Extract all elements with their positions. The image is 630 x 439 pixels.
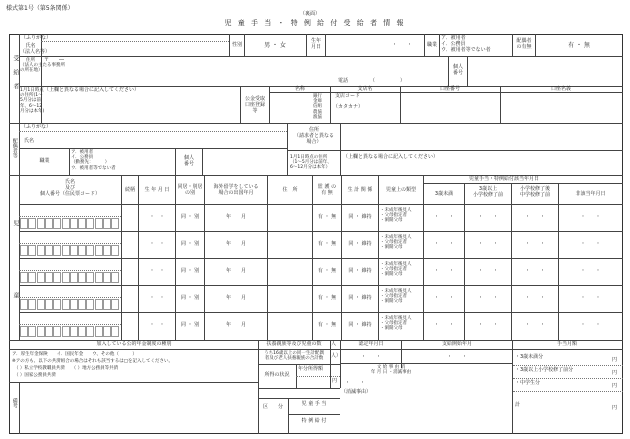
- kids-col-care: 監 護 の 有 無: [317, 184, 337, 196]
- kids-col-a3: 小学校修了後 中学校修了前: [519, 186, 550, 198]
- kid-care[interactable]: 有 ・ 無: [317, 322, 337, 328]
- kid-id-digit[interactable]: [62, 326, 70, 337]
- rec-birth-label: 生年 月日: [310, 38, 321, 50]
- rec-phone-label: 電話: [338, 78, 349, 84]
- kid-id-digit[interactable]: [45, 326, 53, 337]
- sp-jan1-note: （上欄と異なる場合に記入してください）: [343, 154, 439, 160]
- cert-date-value[interactable]: ・ ・: [360, 354, 381, 360]
- kid-id-digit[interactable]: [103, 299, 111, 310]
- kid-sep[interactable]: 同 ・ 別: [180, 241, 200, 247]
- kid-types[interactable]: ・未成年後見人 ・父母指定者 ・洞開父母: [380, 208, 412, 224]
- kid-name-field[interactable]: [21, 286, 119, 296]
- kid-live[interactable]: 同 ・ 維持: [348, 268, 372, 274]
- rec-jan1-label: 1月1日時点 の住所(1～ 5月分は前 年、6～12 月分は本年): [20, 88, 45, 114]
- rec-sex-label: 性別: [231, 42, 242, 48]
- bank-branch-code[interactable]: 支店コード: [335, 93, 361, 99]
- kid-a1[interactable]: ・ ・: [433, 241, 454, 247]
- rec-jan1-note: （上欄と異なる場合に記入してください）: [44, 87, 140, 93]
- rec-spouse-value[interactable]: 有 ・ 無: [568, 42, 590, 49]
- kubun-tr[interactable]: 特 例 給 付: [301, 418, 327, 424]
- kid-a3[interactable]: ・ ・: [524, 214, 545, 220]
- rec-phone-value[interactable]: （ ）: [370, 78, 406, 84]
- pay-row-yen: 円: [612, 370, 618, 376]
- bank-name-col: 名称: [294, 86, 305, 92]
- kid-a2[interactable]: ・ ・: [477, 322, 498, 328]
- kid-types[interactable]: ・未成年後見人 ・父母指定者 ・洞開父母: [380, 316, 412, 332]
- kid-id-digit[interactable]: [53, 326, 61, 337]
- kubun-kt[interactable]: 児 童 手 当: [301, 401, 327, 407]
- kid-id-digit[interactable]: [20, 299, 28, 310]
- kid-id-digit[interactable]: [62, 245, 70, 256]
- kid-birth[interactable]: ・ ・: [149, 295, 165, 301]
- kid-id-digit[interactable]: [28, 326, 36, 337]
- notice-label: 文 給 事 由 消 年 月 日 ・消滅事由: [370, 365, 412, 376]
- kid-id-digit[interactable]: [111, 218, 119, 229]
- kid-id-digit[interactable]: [53, 218, 61, 229]
- kid-id-digit[interactable]: [45, 299, 53, 310]
- sp-indiv-label: 個人 番号: [183, 155, 194, 167]
- kid-id-digit[interactable]: [37, 245, 45, 256]
- kids-col-abroad: 海外留学をしている 場合の出国年月: [213, 184, 259, 196]
- kid-a1[interactable]: ・ ・: [433, 214, 454, 220]
- kid-id-digit[interactable]: [70, 245, 78, 256]
- kid-id-digit[interactable]: [28, 272, 36, 283]
- kid-id-digit[interactable]: [78, 326, 86, 337]
- pay-row-label: 計: [515, 402, 521, 408]
- kid-id-digit[interactable]: [78, 299, 86, 310]
- pay-row-yen: 円: [612, 383, 618, 389]
- child-count-sub: うち16歳以上の同一生計配偶 者及び老人扶養親族の合計数: [264, 351, 324, 362]
- kid-id-digit[interactable]: [53, 299, 61, 310]
- kid-sep[interactable]: 同 ・ 別: [180, 214, 200, 220]
- kid-id-digit[interactable]: [103, 218, 111, 229]
- kid-birth[interactable]: ・ ・: [149, 268, 165, 274]
- kids-col-a4: 非該当年月日: [575, 191, 606, 197]
- kids-col-addr: 住 所: [282, 187, 298, 193]
- kid-a2[interactable]: ・ ・: [477, 268, 498, 274]
- rec-spouse-label: 配偶者 の有無: [516, 38, 532, 50]
- persons-unit-2: 人）: [331, 353, 342, 359]
- kid-abroad[interactable]: 年 月: [225, 322, 246, 328]
- pay-row-label: ・3歳以上小学校修了前分: [515, 367, 574, 373]
- kid-a3[interactable]: ・ ・: [524, 295, 545, 301]
- kid-care[interactable]: 有 ・ 無: [317, 268, 337, 274]
- kid-a2[interactable]: ・ ・: [477, 241, 498, 247]
- kid-sep[interactable]: 同 ・ 別: [180, 322, 200, 328]
- kid-sep[interactable]: 同 ・ 別: [180, 268, 200, 274]
- kid-id-digit[interactable]: [70, 272, 78, 283]
- rec-indiv-label: 個人 番号: [452, 64, 463, 76]
- bank-label: 公金受取 口座登録 等: [244, 96, 265, 114]
- kid-name-field[interactable]: [21, 205, 119, 215]
- kid-id-digit[interactable]: [37, 299, 45, 310]
- pension-head: 加入している公的年金制度の種別: [96, 341, 172, 347]
- sp-job-options[interactable]: ア．被用者 イ．公務員 （勤務先： ） ウ．被用者等でない者: [71, 150, 116, 171]
- kid-id-digit[interactable]: [62, 272, 70, 283]
- kid-id-digit[interactable]: [86, 299, 94, 310]
- pension-option-1[interactable]: （ ）私立学校教職員共済 （ ）地方公務員等共済: [14, 366, 119, 371]
- form-number: 様式第1号（第5条関係）: [6, 5, 74, 12]
- kid-abroad[interactable]: 年 月: [225, 214, 246, 220]
- kid-a4[interactable]: ・ ・: [580, 214, 601, 220]
- kid-id-digit[interactable]: [78, 272, 86, 283]
- kid-name-field[interactable]: [21, 313, 119, 323]
- kid-id-digit[interactable]: [62, 299, 70, 310]
- kid-live[interactable]: 同 ・ 維持: [348, 214, 372, 220]
- kid-id-digit[interactable]: [28, 218, 36, 229]
- kid-id-digit[interactable]: [70, 326, 78, 337]
- kids-col-amount-head: 児童手当・特例給付該当年月日: [468, 176, 539, 182]
- payment-head: 手当月額: [556, 341, 577, 347]
- kid-a4[interactable]: ・ ・: [580, 268, 601, 274]
- sp-job-label: 職業: [39, 158, 50, 164]
- kid-id-digit[interactable]: [37, 326, 45, 337]
- pension-note: ※アの方も、以下の共済組合の場合はそれも該当するは□を記入してください。: [12, 359, 174, 364]
- kid-id-digit[interactable]: [78, 245, 86, 256]
- pay-row-label: ・中学生分: [515, 380, 541, 386]
- rec-sex-value[interactable]: 男 ・ 女: [264, 42, 286, 49]
- kid-id-digit[interactable]: [53, 272, 61, 283]
- bank-kana: （カタカナ）: [333, 104, 364, 110]
- kids-col-rel: 続柄: [124, 187, 135, 193]
- kid-sep[interactable]: 同 ・ 別: [180, 295, 200, 301]
- kid-id-digit[interactable]: [20, 326, 28, 337]
- kid-name-field[interactable]: [21, 259, 119, 269]
- rec-furigana-label: （ふりがな）: [21, 35, 52, 41]
- bank-holder-col: 口座名義: [550, 86, 571, 92]
- sp-jan1-label: 1月1日時点の住所 （1～5月分は前年、 6～12月分は本年）: [290, 155, 332, 171]
- pay-row-label: ・3歳未満分: [515, 354, 544, 360]
- rec-postal[interactable]: 〒 ―: [44, 57, 65, 63]
- kid-a3[interactable]: ・ ・: [524, 241, 545, 247]
- kid-a3[interactable]: ・ ・: [524, 322, 545, 328]
- rec-name-label: 氏名 （法人名等）: [20, 43, 51, 55]
- sp-addr-label: 住所 （請求者と異なる 場合）: [293, 127, 334, 145]
- kid-id-digit[interactable]: [20, 245, 28, 256]
- rec-job-label: 職業: [426, 42, 437, 48]
- pay-row-yen: 円: [612, 405, 618, 411]
- kids-col-name: 氏名 及び 個人番号（住民票コード）: [39, 179, 100, 197]
- kids-col-sep: 同居・別居 の別: [177, 184, 203, 196]
- kid-id-digit[interactable]: [78, 218, 86, 229]
- kid-id-digit[interactable]: [103, 326, 111, 337]
- kid-types[interactable]: ・未成年後見人 ・父母指定者 ・洞開父母: [380, 235, 412, 251]
- income-sub: 年分所得額: [298, 366, 324, 372]
- kid-id-digit[interactable]: [103, 272, 111, 283]
- pension-options[interactable]: ア．厚生年金保険 イ．国民年金 ウ、その他（ ）: [12, 352, 137, 357]
- kid-id-digit[interactable]: [95, 218, 103, 229]
- kid-id-digit[interactable]: [37, 272, 45, 283]
- kid-types[interactable]: ・未成年後見人 ・父母指定者 ・洞開父母: [380, 262, 412, 278]
- kid-a3[interactable]: ・ ・: [524, 268, 545, 274]
- kid-id-digit[interactable]: [111, 299, 119, 310]
- kid-id-digit[interactable]: [62, 218, 70, 229]
- kid-id-digit[interactable]: [28, 299, 36, 310]
- kid-live[interactable]: 同 ・ 維持: [348, 241, 372, 247]
- remark-label: 備考: [11, 398, 18, 408]
- page-title: 児 童 手 当 ・ 特 例 給 付 受 給 者 情 報: [224, 19, 406, 27]
- kid-id-digit[interactable]: [45, 272, 53, 283]
- bank-acct-col: 口座番号: [439, 86, 460, 92]
- kid-care[interactable]: 有 ・ 無: [317, 295, 337, 301]
- kid-id-digit[interactable]: [111, 245, 119, 256]
- kids-col-birth: 生 年 月 日: [144, 187, 170, 193]
- kid-id-digit[interactable]: [95, 326, 103, 337]
- rec-indiv-field[interactable]: [468, 57, 622, 85]
- kid-care[interactable]: 有 ・ 無: [317, 214, 337, 220]
- kid-id-digit[interactable]: [45, 245, 53, 256]
- kid-birth[interactable]: ・ ・: [149, 241, 165, 247]
- kid-id-digit[interactable]: [53, 245, 61, 256]
- kid-a1[interactable]: ・ ・: [433, 268, 454, 274]
- sp-name-label: 氏名: [24, 138, 35, 144]
- kid-a2[interactable]: ・ ・: [477, 295, 498, 301]
- kid-id-digit[interactable]: [95, 272, 103, 283]
- sp-name-field[interactable]: [42, 132, 286, 148]
- bank-types[interactable]: 銀行 金庫 信組 農協 漁協: [313, 94, 322, 120]
- kid-birth[interactable]: ・ ・: [149, 322, 165, 328]
- rec-birth-value[interactable]: ・ ・: [392, 42, 413, 48]
- kid-id-digit[interactable]: [37, 218, 45, 229]
- spouse-side-label: 配偶者等: [11, 138, 18, 158]
- kid-care[interactable]: 有 ・ 無: [317, 241, 337, 247]
- kid-abroad[interactable]: 年 月: [225, 241, 246, 247]
- sp-indiv-field[interactable]: [203, 149, 286, 174]
- kid-live[interactable]: 同 ・ 維持: [348, 322, 372, 328]
- kids-col-a1: 3歳未満: [434, 191, 454, 197]
- kid-id-digit[interactable]: [86, 218, 94, 229]
- kids-col-a2: 3歳以上 小学校修了前: [472, 186, 503, 198]
- kid-id-digit[interactable]: [70, 299, 78, 310]
- persons-unit: 人: [331, 341, 337, 347]
- kids-col-status: 児童上の類型: [385, 187, 416, 193]
- pay-start-label: 支給開始年月: [441, 341, 472, 347]
- kid-name-field[interactable]: [21, 232, 119, 242]
- kid-id-digit[interactable]: [95, 245, 103, 256]
- kid-a1[interactable]: ・ ・: [433, 322, 454, 328]
- income-yen: 円: [332, 378, 338, 384]
- page-side: （裏面）: [300, 11, 321, 17]
- child-count-label: 扶養親族等及び児童の数: [266, 341, 322, 347]
- kid-id-digit[interactable]: [111, 272, 119, 283]
- kid-id-digit[interactable]: [70, 218, 78, 229]
- kid-id-digit[interactable]: [86, 245, 94, 256]
- kid-id-digit[interactable]: [20, 272, 28, 283]
- kid-a2[interactable]: ・ ・: [477, 214, 498, 220]
- kids-col-live: 生 計 関 係: [347, 187, 373, 193]
- notice-date-value[interactable]: ・ ・: [345, 380, 366, 386]
- kid-id-digit[interactable]: [28, 245, 36, 256]
- bank-branch-col: 支店名: [357, 86, 373, 92]
- kubun-label: 区 分: [262, 404, 283, 410]
- kid-abroad[interactable]: 年 月: [225, 295, 246, 301]
- pay-row-yen: 円: [612, 357, 618, 363]
- kid-a4[interactable]: ・ ・: [580, 295, 601, 301]
- kid-types[interactable]: ・未成年後見人 ・父母指定者 ・洞開父母: [380, 289, 412, 305]
- sp-furigana-label: （ふりがな）: [21, 124, 52, 130]
- kid-id-digit[interactable]: [111, 326, 119, 337]
- kid-id-digit[interactable]: [45, 218, 53, 229]
- kid-id-digit[interactable]: [86, 326, 94, 337]
- kid-a1[interactable]: ・ ・: [433, 295, 454, 301]
- kid-a4[interactable]: ・ ・: [580, 322, 601, 328]
- reason-label: （消滅事由）: [341, 389, 372, 395]
- rec-addr-label: 住所 （法人の主たる事務所 の所在地）: [20, 58, 65, 74]
- recipient-side-label: 受給者: [11, 55, 19, 97]
- rec-job-options[interactable]: ア．被用者 イ．公務員 ウ．被用者等でない者: [441, 35, 491, 53]
- kid-id-digit[interactable]: [103, 245, 111, 256]
- kid-id-digit[interactable]: [86, 272, 94, 283]
- income-label: 所得の状況: [264, 372, 290, 378]
- rec-name-field[interactable]: [42, 42, 228, 56]
- kid-abroad[interactable]: 年 月: [225, 268, 246, 274]
- kid-a4[interactable]: ・ ・: [580, 241, 601, 247]
- kid-live[interactable]: 同 ・ 維持: [348, 295, 372, 301]
- kid-id-digit[interactable]: [95, 299, 103, 310]
- pay-start-value[interactable]: ・ ・: [446, 354, 467, 360]
- kid-id-digit[interactable]: [20, 218, 28, 229]
- cert-date-label: 認定年月日: [358, 341, 384, 347]
- kids-side-label: 児 童: [11, 220, 19, 328]
- pension-option-2[interactable]: （ ）国家公務員共済: [14, 373, 56, 378]
- kid-birth[interactable]: ・ ・: [149, 214, 165, 220]
- remark-field[interactable]: [20, 383, 257, 433]
